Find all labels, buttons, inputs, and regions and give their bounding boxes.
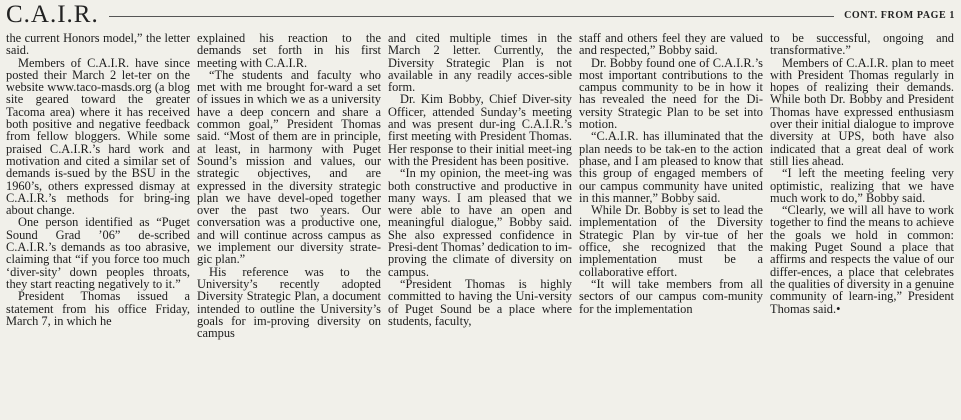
paragraph: “C.A.I.R. has illuminated that the plan needs to be tak-en to the action phase, and I am pleased to know that this group of engaged members of our campus community have united in this manner,” Bobby said. bbox=[579, 129, 763, 205]
section-title: C.A.I.R. bbox=[6, 1, 99, 28]
paragraph: explained his reaction to the demands set forth in his first meeting with C.A.I.R. bbox=[197, 31, 381, 70]
article-column-4 bbox=[579, 32, 763, 339]
paragraph: His reference was to the University’s recently adopted Diversity Strategic Plan, a document intended to outline the University’s goals for im-proving diversity on campus bbox=[197, 264, 381, 341]
paragraph: One person identified as “Puget Sound Grad ’06” de-scribed C.A.I.R.’s demands as too abrasive, claiming that “if you force too much ‘diver-sity’ down peoples throats, they start reacting negatively to it.” bbox=[6, 215, 190, 291]
article-column-5 bbox=[770, 32, 954, 339]
paragraph: President Thomas issued a statement from his office Friday, March 7, in which he bbox=[6, 289, 190, 328]
article-column-1 bbox=[6, 32, 190, 339]
paragraph: the current Honors model,” the letter said. bbox=[6, 31, 190, 58]
paragraph: “It will take members from all sectors of our campus com-munity for the implementation bbox=[579, 276, 763, 316]
paragraph: “In my opinion, the meet-ing was both constructive and productive in many ways. I am pleased that we were able to have an open and meaningful dialogue,” Bobby said. She also expressed confidence in Presi-dent Thomas’ dedication to im-proving the climate of diversity on campus. bbox=[388, 166, 572, 279]
page-header bbox=[6, 0, 955, 30]
paragraph: Members of C.A.I.R. have since posted their March 2 let-ter on the website www.taco-masds.org (a blog site geared toward the greater Tacoma area) where it has received both positive and negative feedback from fellow bloggers. While some praised C.A.I.R.’s hard work and motivation and cited a similar set of demands is-sued by the BSU in the 1960’s, others expressed dismay at C.A.I.R.’s methods for bring-ing about change. bbox=[6, 55, 190, 218]
paragraph: Members of C.A.I.R. plan to meet with President Thomas regularly in hopes of realizing their demands. While both Dr. Bobby and President Thomas have expressed enthusiasm over their initial dialogue to improve diversity at UPS, both have also indicated that a great deal of work still lies ahead. bbox=[770, 55, 954, 168]
paragraph: Dr. Bobby found one of C.A.I.R.’s most important contributions to the campus community to be in how it has revealed the need for the Di-versity Strategic Plan to be set into motion. bbox=[579, 55, 763, 132]
article-column-3 bbox=[388, 32, 572, 339]
header-rule bbox=[109, 16, 834, 17]
paragraph: to be successful, ongoing and transformative.” bbox=[770, 31, 954, 58]
paragraph: “The students and faculty who met with me brought for-ward a set of issues in which we as a university have a deep concern and share a common goal,” President Thomas said. “Most of them are in principle, at least, in harmony with Puget Sound’s mission and values, our strategic objectives, and are expressed in the diversity strategic plan we have devel-oped together over the past two years. Our conversation was a productive one, and will continue across campus as we implement our diversity strate-gic plan.” bbox=[197, 67, 381, 267]
paragraph: and cited multiple times in the March 2 letter. Currently, the Diversity Strategic Plan is not available in any readily acces-sible form. bbox=[388, 31, 572, 95]
article-column-2 bbox=[197, 32, 381, 339]
paragraph: “President Thomas is highly committed to having the Uni-versity of Puget Sound be a place where students, faculty, bbox=[388, 276, 572, 328]
paragraph: Dr. Kim Bobby, Chief Diver-sity Officer, attended Sunday’s meeting and was present dur-ing C.A.I.R.’s first meeting with President Thomas. Her response to their initial meet-ing with the President has been positive. bbox=[388, 92, 572, 168]
paragraph: While Dr. Bobby is set to lead the implementation of the Diversity Strategic Plan by vir-tue of her office, she recognized that the implementation must be a collaborative effort. bbox=[579, 203, 763, 279]
article-columns bbox=[6, 32, 955, 339]
paragraph: “I left the meeting feeling very optimistic, realizing that we have much work to do,” Bobby said. bbox=[770, 166, 954, 205]
paragraph: “Clearly, we will all have to work together to find the means to achieve the goals we hold in common: making Puget Sound a place that affirms and respects the value of our differ-ences, a place that celebrates the qualities of diversity in a genuine community of learn-ing,” President Thomas said.• bbox=[770, 203, 954, 316]
continued-label: CONT. FROM PAGE 1 bbox=[844, 9, 955, 21]
paragraph: staff and others feel they are valued and respected,” Bobby said. bbox=[579, 31, 763, 58]
